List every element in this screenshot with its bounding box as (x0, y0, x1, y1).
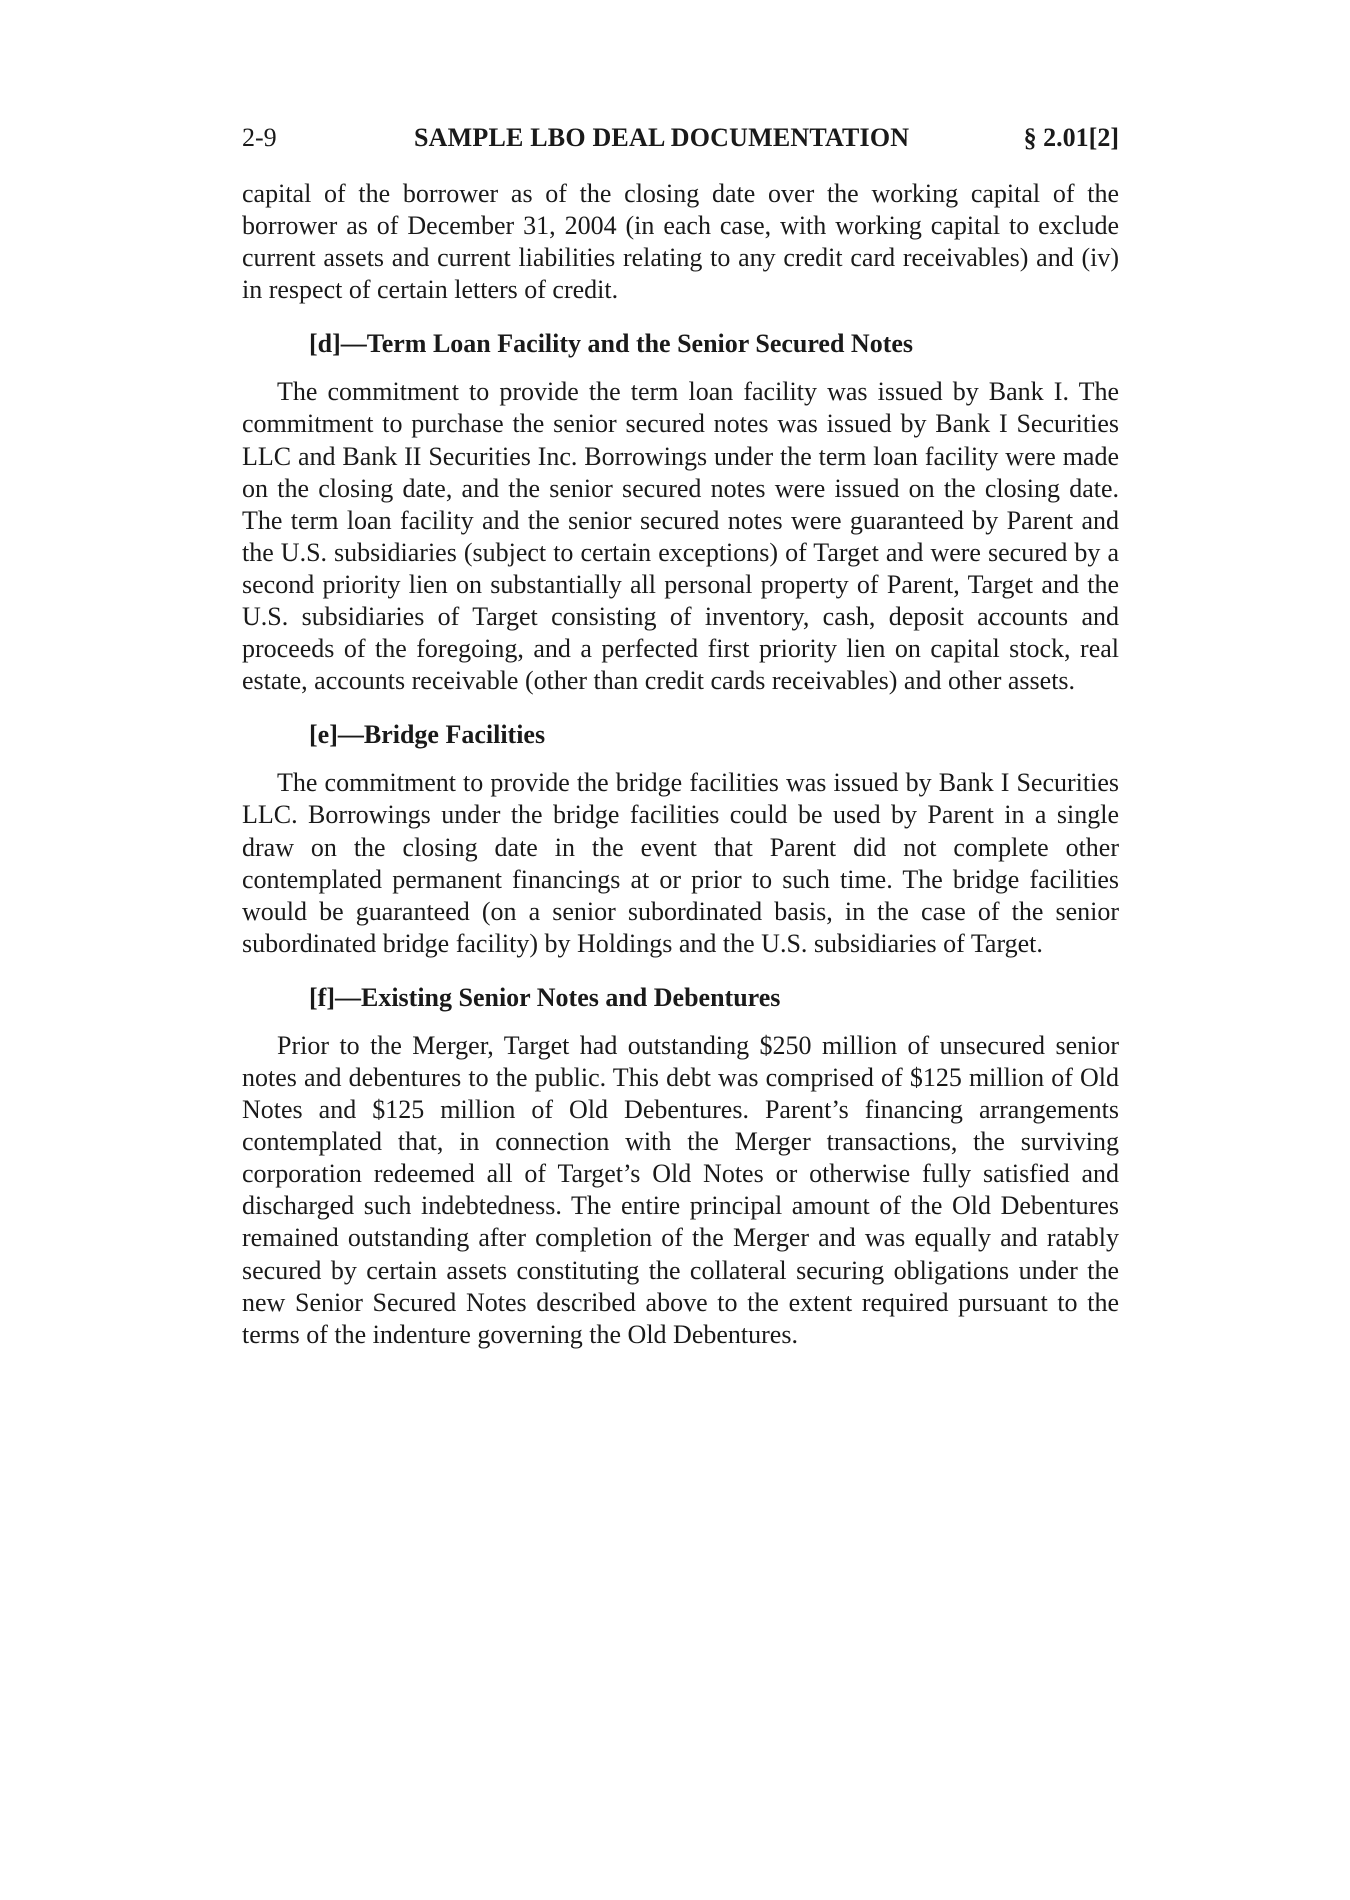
section-reference: § 2.01[2] (1023, 123, 1119, 152)
running-head (242, 118, 1119, 158)
section-heading-d: [d]—Term Loan Facility and the Senior Secured Notes (309, 329, 914, 359)
running-head-title: SAMPLE LBO DEAL DOCUMENTATION (414, 123, 910, 152)
continued-paragraph: capital of the borrower as of the closing date over the working capital of the borrower as of December 31, 2004 (in each case, with working capital to exclude current assets and current liabilities relating to any credit card receivables) and (iv) in respect of certain letters of credit. (242, 179, 1119, 305)
section-heading-f: [f]—Existing Senior Notes and Debentures (309, 982, 781, 1012)
document-page (242, 118, 1119, 1351)
section-heading-e: [e]—Bridge Facilities (309, 720, 546, 750)
section-body-e: The commitment to provide the bridge facilities was issued by Bank I Securities LLC. Borrowings under the bridge facilities could be used by Parent in a single draw on the closing date in the event that Parent did not complete other contemplated permanent financings at or prior to such time. The bridge facilities would be guaranteed (on a senior subordinated basis, in the case of the senior subordinated bridge facility) by Holdings and the U.S. subsidiaries of Target. (242, 768, 1119, 958)
section-body-f: Prior to the Merger, Target had outstanding $250 million of unsecured senior notes and debentures to the public. This debt was comprised of $125 million of Old Notes and $125 million of Old Debentures. Parent’s financing arrangements contemplated that, in connection with the Merger transactions, the surviving corporation redeemed all of Target’s Old Notes or otherwise fully satisfied and discharged such indebtedness. The entire principal amount of the Old Debentures remained outstanding after completion of the Merger and was equally and ratably secured by certain assets constituting the collateral securing obligations under the new Senior Secured Notes described above to the extent required pursuant to the terms of the indenture governing the Old Debentures. (242, 1030, 1119, 1349)
page-number: 2-9 (242, 123, 277, 152)
section-body-d: The commitment to provide the term loan facility was issued by Bank I. The commitment to purchase the senior secured notes was issued by Bank I Securities LLC and Bank II Securities Inc. Borrowings under the term loan facility were made on the closing date, and the senior secured notes were issued on the closing date. The term loan facility and the senior secured notes were guaranteed by Parent and the U.S. subsidiaries (subject to certain exceptions) of Target and were secured by a second priority lien on substantially all personal property of Parent, Target and the U.S. subsidiaries of Target consisting of inventory, cash, deposit accounts and proceeds of the foregoing, and a perfected first priority lien on capital stock, real estate, accounts receivable (other than credit cards receivables) and other assets. (242, 377, 1119, 696)
